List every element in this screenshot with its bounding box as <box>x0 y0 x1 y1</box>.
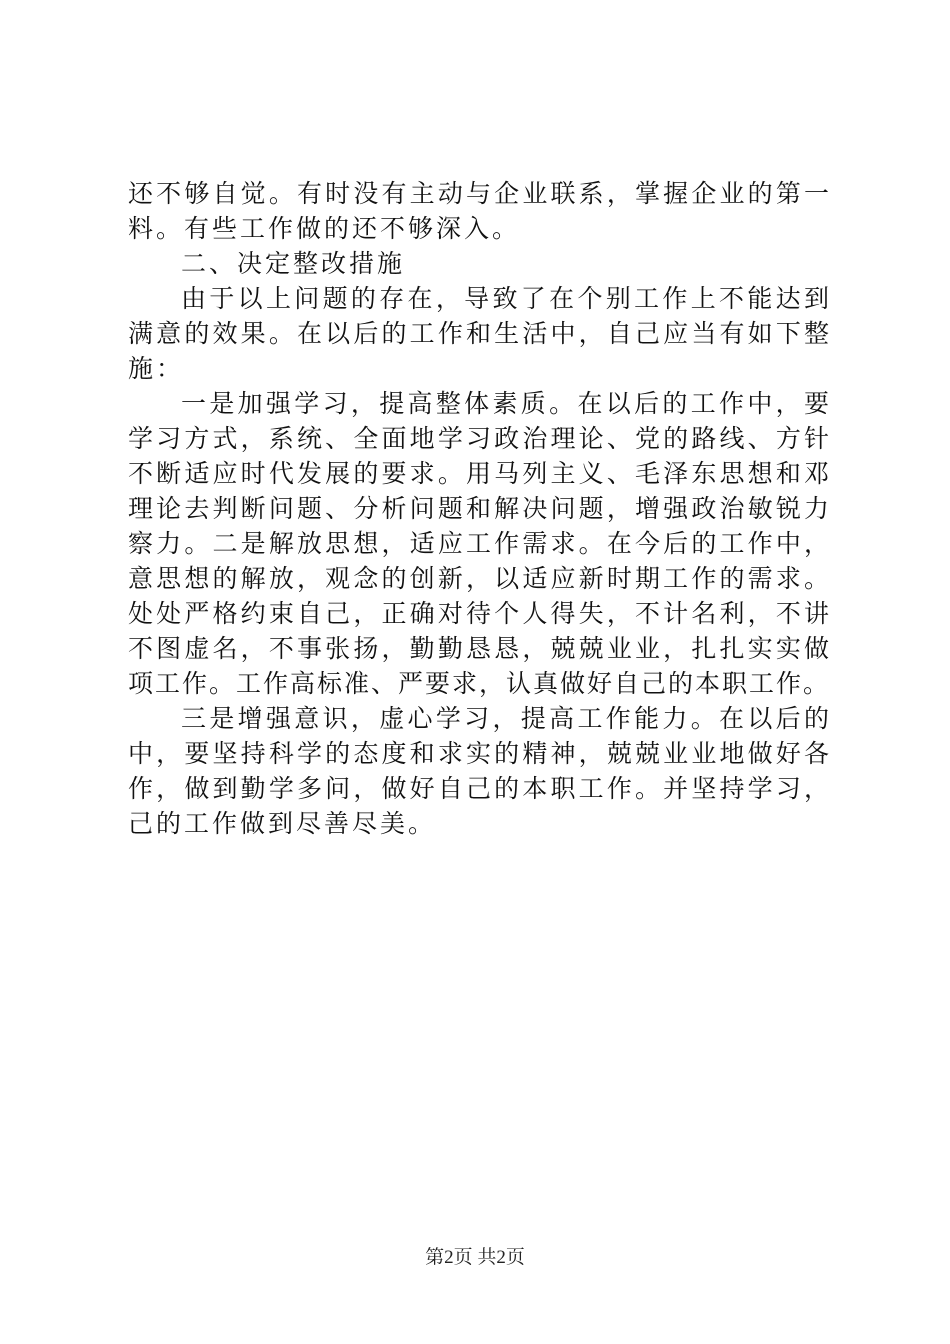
text-line: 料。有些工作做的还不够深入。 <box>128 214 521 243</box>
text-line: 由于以上问题的存在，导致了在个别工作上不能达到 <box>181 284 832 313</box>
text-line: 理论去判断问题、分析问题和解决问题，增强政治敏锐力 <box>128 494 832 523</box>
text-line: 施： <box>128 354 185 383</box>
text-line: 三是增强意识，虚心学习，提高工作能力。在以后的 <box>181 704 832 733</box>
text-line: 处处严格约束自己，正确对待个人得失，不计名利，不讲 <box>128 599 832 628</box>
text-line: 意思想的解放，观念的创新，以适应新时期工作的需求。 <box>128 564 832 593</box>
text-line: 不断适应时代发展的要求。用马列主义、毛泽东思想和邓 <box>128 459 832 488</box>
page-footer: 第2页 共2页 <box>425 1247 525 1268</box>
text-line: 学习方式，系统、全面地学习政治理论、党的路线、方针 <box>128 424 832 453</box>
document-body <box>128 176 832 841</box>
text-line: 不图虚名，不事张扬，勤勤恳恳，兢兢业业，扎扎实实做 <box>128 634 832 663</box>
text-line: 察力。二是解放思想，适应工作需求。在今后的工作中， <box>128 529 832 558</box>
text-line: 满意的效果。在以后的工作和生活中，自己应当有如下整 <box>128 319 832 348</box>
text-line: 一是加强学习，提高整体素质。在以后的工作中，要 <box>181 389 832 418</box>
text-line: 还不够自觉。有时没有主动与企业联系，掌握企业的第一 <box>128 179 832 208</box>
text-line: 己的工作做到尽善尽美。 <box>128 809 437 838</box>
text-line: 二、决定整改措施 <box>181 249 406 278</box>
text-line: 作，做到勤学多问，做好自己的本职工作。并坚持学习， <box>128 774 832 803</box>
text-line: 中，要坚持科学的态度和求实的精神，兢兢业业地做好各 <box>128 739 832 768</box>
text-line: 项工作。工作高标准、严要求，认真做好自己的本职工作。 <box>128 669 831 698</box>
